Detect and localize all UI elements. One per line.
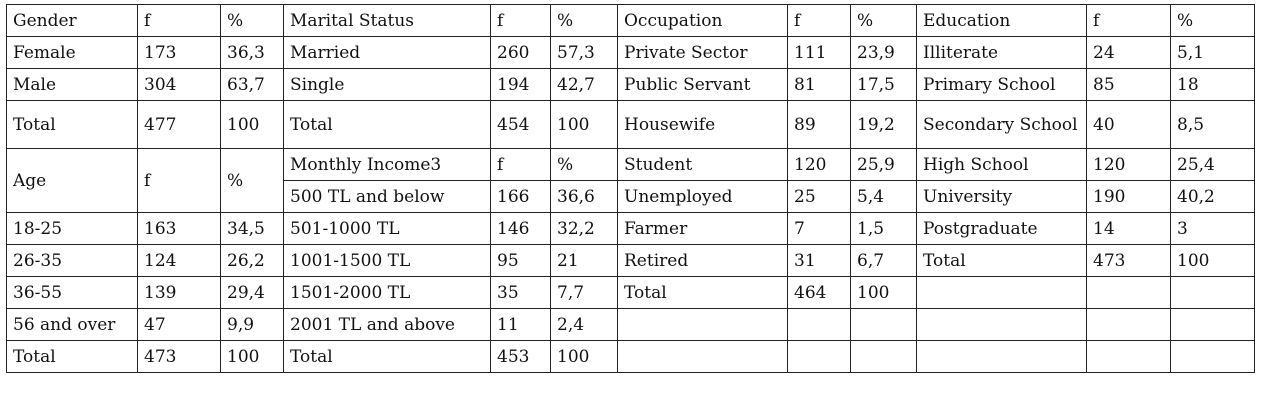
table-cell: 100 (221, 341, 284, 373)
table-cell: 24 (1087, 37, 1171, 69)
table-cell: 81 (788, 69, 851, 101)
table-cell: 2001 TL and above (284, 309, 491, 341)
table-cell: Student (618, 149, 788, 181)
table-cell: 100 (851, 277, 917, 309)
empty-cell (1171, 277, 1255, 309)
table-cell: 194 (491, 69, 551, 101)
table-cell: Total (7, 101, 138, 149)
table-cell: 26,2 (221, 245, 284, 277)
table-cell: 120 (1087, 149, 1171, 181)
empty-cell (788, 309, 851, 341)
table-cell: 47 (138, 309, 221, 341)
education-pct-header: % (1171, 5, 1255, 37)
education-f-header: f (1087, 5, 1171, 37)
empty-cell (917, 341, 1087, 373)
table-row (7, 277, 1255, 309)
table-cell: 453 (491, 341, 551, 373)
table-cell: 34,5 (221, 213, 284, 245)
empty-cell (618, 341, 788, 373)
empty-cell (1087, 309, 1171, 341)
table-cell: 85 (1087, 69, 1171, 101)
table-cell: 36,6 (551, 181, 618, 213)
table-cell: 163 (138, 213, 221, 245)
empty-cell (788, 341, 851, 373)
income-header: Monthly Income3 (284, 149, 491, 181)
table-row (7, 213, 1255, 245)
table-cell: 40 (1087, 101, 1171, 149)
table-row (7, 149, 1255, 181)
table-cell: 18-25 (7, 213, 138, 245)
table-row (7, 341, 1255, 373)
table-cell: 260 (491, 37, 551, 69)
table-cell: 166 (491, 181, 551, 213)
table-cell: 9,9 (221, 309, 284, 341)
income-f-header: f (491, 149, 551, 181)
table-cell: 25,9 (851, 149, 917, 181)
empty-cell (1087, 277, 1171, 309)
empty-cell (851, 341, 917, 373)
table-cell: High School (917, 149, 1087, 181)
table-cell: Male (7, 69, 138, 101)
table-cell: Private Sector (618, 37, 788, 69)
table-cell: 8,5 (1171, 101, 1255, 149)
table-cell: 139 (138, 277, 221, 309)
empty-cell (851, 309, 917, 341)
table-cell: 100 (551, 101, 618, 149)
table-row (7, 101, 1255, 149)
table-cell: 26-35 (7, 245, 138, 277)
marital-header: Marital Status (284, 5, 491, 37)
table-cell: Total (284, 341, 491, 373)
table-cell: 3 (1171, 213, 1255, 245)
table-cell: 23,9 (851, 37, 917, 69)
empty-cell (1171, 341, 1255, 373)
table-cell: 57,3 (551, 37, 618, 69)
table-cell: 31 (788, 245, 851, 277)
table-cell: 56 and over (7, 309, 138, 341)
age-f-header: f (138, 149, 221, 213)
table-cell: Farmer (618, 213, 788, 245)
table-cell: 36-55 (7, 277, 138, 309)
table-cell: 63,7 (221, 69, 284, 101)
table-cell: Retired (618, 245, 788, 277)
occupation-f-header: f (788, 5, 851, 37)
table-cell: 190 (1087, 181, 1171, 213)
age-header: Age (7, 149, 138, 213)
occupation-header: Occupation (618, 5, 788, 37)
table-cell: 146 (491, 213, 551, 245)
table-cell: 89 (788, 101, 851, 149)
table-cell: 2,4 (551, 309, 618, 341)
table-cell: 473 (1087, 245, 1171, 277)
table-cell: Public Servant (618, 69, 788, 101)
table-cell: 29,4 (221, 277, 284, 309)
table-cell: 100 (1171, 245, 1255, 277)
gender-header: Gender (7, 5, 138, 37)
table-cell: Total (284, 101, 491, 149)
table-row (7, 245, 1255, 277)
table-cell: Total (7, 341, 138, 373)
table-cell: 17,5 (851, 69, 917, 101)
table-cell: Secondary School (917, 101, 1087, 149)
table-cell: 111 (788, 37, 851, 69)
table-cell: 5,1 (1171, 37, 1255, 69)
table-cell: 120 (788, 149, 851, 181)
table-cell: 464 (788, 277, 851, 309)
table-cell: 21 (551, 245, 618, 277)
table-row (7, 309, 1255, 341)
table-row (7, 69, 1255, 101)
table-cell: Illiterate (917, 37, 1087, 69)
table-cell: Total (618, 277, 788, 309)
table-cell: 11 (491, 309, 551, 341)
table-cell: 100 (551, 341, 618, 373)
table-row (7, 5, 1255, 37)
table-cell: 501-1000 TL (284, 213, 491, 245)
table-cell: 7 (788, 213, 851, 245)
table-cell: 18 (1171, 69, 1255, 101)
marital-f-header: f (491, 5, 551, 37)
gender-pct-header: % (221, 5, 284, 37)
table-cell: 7,7 (551, 277, 618, 309)
table-cell: 35 (491, 277, 551, 309)
table-cell: 100 (221, 101, 284, 149)
table-row (7, 37, 1255, 69)
table-cell: 124 (138, 245, 221, 277)
empty-cell (618, 309, 788, 341)
table-cell: 173 (138, 37, 221, 69)
table-cell: Unemployed (618, 181, 788, 213)
table-cell: 1501-2000 TL (284, 277, 491, 309)
table-cell: 25,4 (1171, 149, 1255, 181)
table-cell: 500 TL and below (284, 181, 491, 213)
gender-f-header: f (138, 5, 221, 37)
table-cell: Total (917, 245, 1087, 277)
marital-pct-header: % (551, 5, 618, 37)
table-cell: 477 (138, 101, 221, 149)
table-cell: Housewife (618, 101, 788, 149)
table-cell: 1,5 (851, 213, 917, 245)
table-cell: 42,7 (551, 69, 618, 101)
table-cell: 95 (491, 245, 551, 277)
table-cell: Postgraduate (917, 213, 1087, 245)
age-pct-header: % (221, 149, 284, 213)
income-pct-header: % (551, 149, 618, 181)
table-cell: 454 (491, 101, 551, 149)
table-cell: 304 (138, 69, 221, 101)
table-cell: 19,2 (851, 101, 917, 149)
table-cell: University (917, 181, 1087, 213)
table-cell: 40,2 (1171, 181, 1255, 213)
table-container (6, 4, 1255, 373)
table-cell: Female (7, 37, 138, 69)
table-cell: Single (284, 69, 491, 101)
table-cell: 25 (788, 181, 851, 213)
table-cell: Primary School (917, 69, 1087, 101)
table-cell: 6,7 (851, 245, 917, 277)
empty-cell (1087, 341, 1171, 373)
table-cell: 1001-1500 TL (284, 245, 491, 277)
empty-cell (1171, 309, 1255, 341)
occupation-pct-header: % (851, 5, 917, 37)
table-cell: 14 (1087, 213, 1171, 245)
empty-cell (917, 309, 1087, 341)
table-cell: 36,3 (221, 37, 284, 69)
table-cell: 5,4 (851, 181, 917, 213)
empty-cell (917, 277, 1087, 309)
table-cell: 473 (138, 341, 221, 373)
education-header: Education (917, 5, 1087, 37)
table-cell: Married (284, 37, 491, 69)
demographics-table (6, 4, 1255, 373)
table-cell: 32,2 (551, 213, 618, 245)
